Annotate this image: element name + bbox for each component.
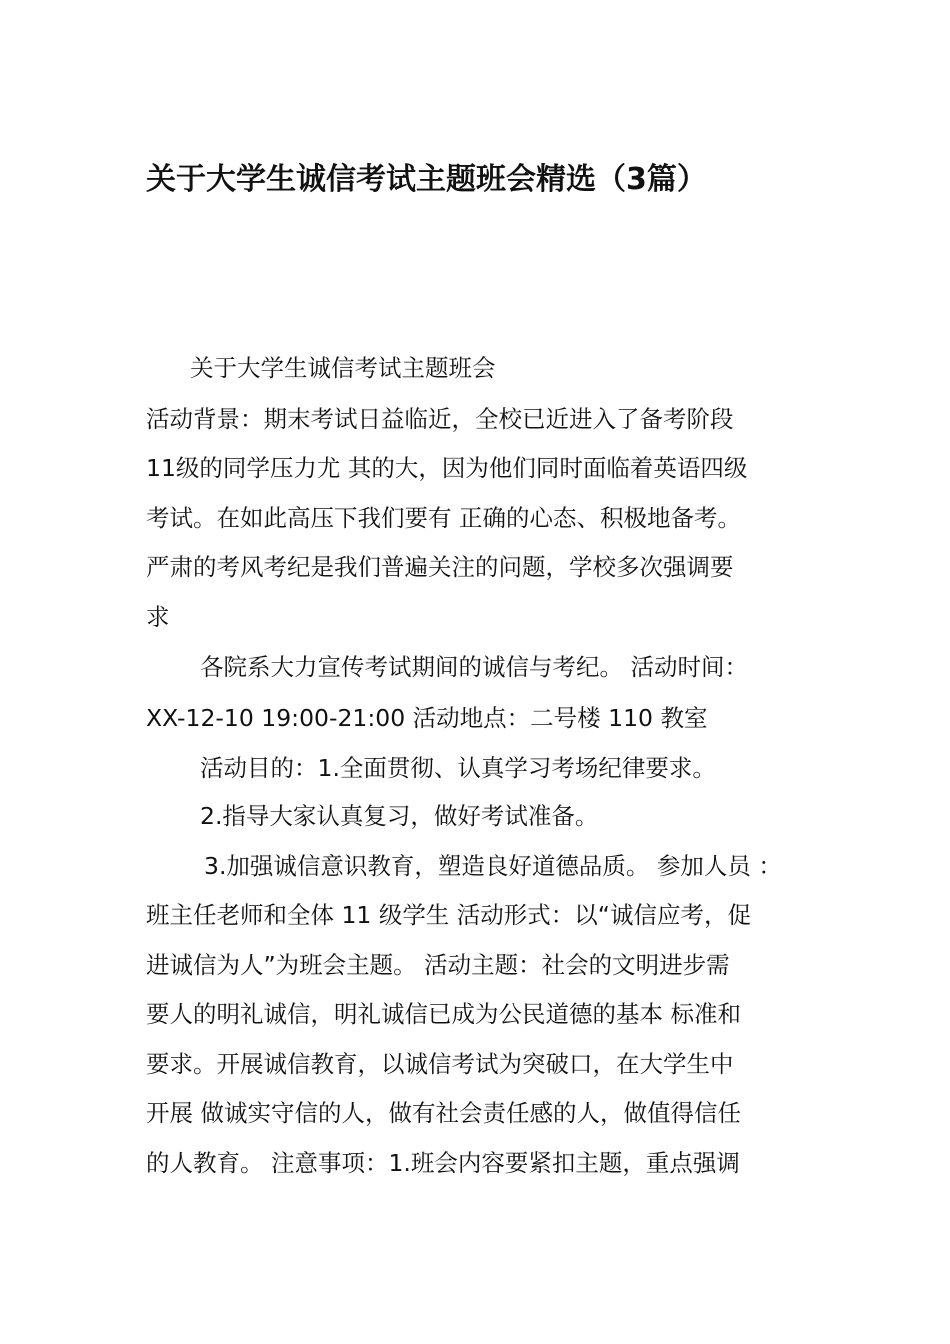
body-text-line: 各院系大力宣传考试期间的诚信与考纪。 活动时间： (200, 653, 748, 681)
body-text-line: 2.指导大家认真复习，做好考试准备。 (200, 802, 599, 830)
body-text-line: 11级的同学压力尤 其的大，因为他们同时面临着英语四级 (146, 454, 748, 482)
body-text-line: 活动背景：期末考试日益临近，全校已近进入了备考阶段 (146, 405, 734, 433)
body-text-line: 的人教育。 注意事项：1.班会内容要紧扣主题，重点强调 (146, 1149, 740, 1177)
body-text-line: 要求。开展诚信教育，以诚信考试为突破口，在大学生中 (146, 1050, 734, 1078)
body-text-line: 考试。在如此高压下我们要有 正确的心态、积极地备考。 (146, 504, 741, 532)
body-text-line: 3.加强诚信意识教育，塑造良好道德品质。 参加人员 ： (204, 852, 782, 880)
body-text-line: 活动目的：1.全面贯彻、认真学习考场纪律要求。 (200, 754, 716, 782)
document-title: 关于大学生诚信考试主题班会精选（3篇） (146, 162, 707, 197)
body-text-line: XX-12-10 19:00-21:00 活动地点：二号楼 110 教室 (146, 704, 708, 732)
body-text-line: 班主任老师和全体 11 级学生 活动形式：以“诚信应考，促 (146, 901, 751, 929)
body-text-line: 要人的明礼诚信，明礼诚信已成为公民道德的基本 标准和 (146, 1000, 741, 1028)
body-text-line: 严肃的考风考纪是我们普遍关注的问题，学校多次强调要 (146, 553, 734, 581)
section-heading: 关于大学生诚信考试主题班会 (190, 354, 496, 382)
body-text-line: 开展 做诚实守信的人，做有社会责任感的人，做值得信任 (146, 1099, 741, 1127)
body-text-line: 进诚信为人”为班会主题。 活动主题：社会的文明进步需 (146, 951, 730, 979)
body-text-line: 求 (146, 603, 170, 631)
